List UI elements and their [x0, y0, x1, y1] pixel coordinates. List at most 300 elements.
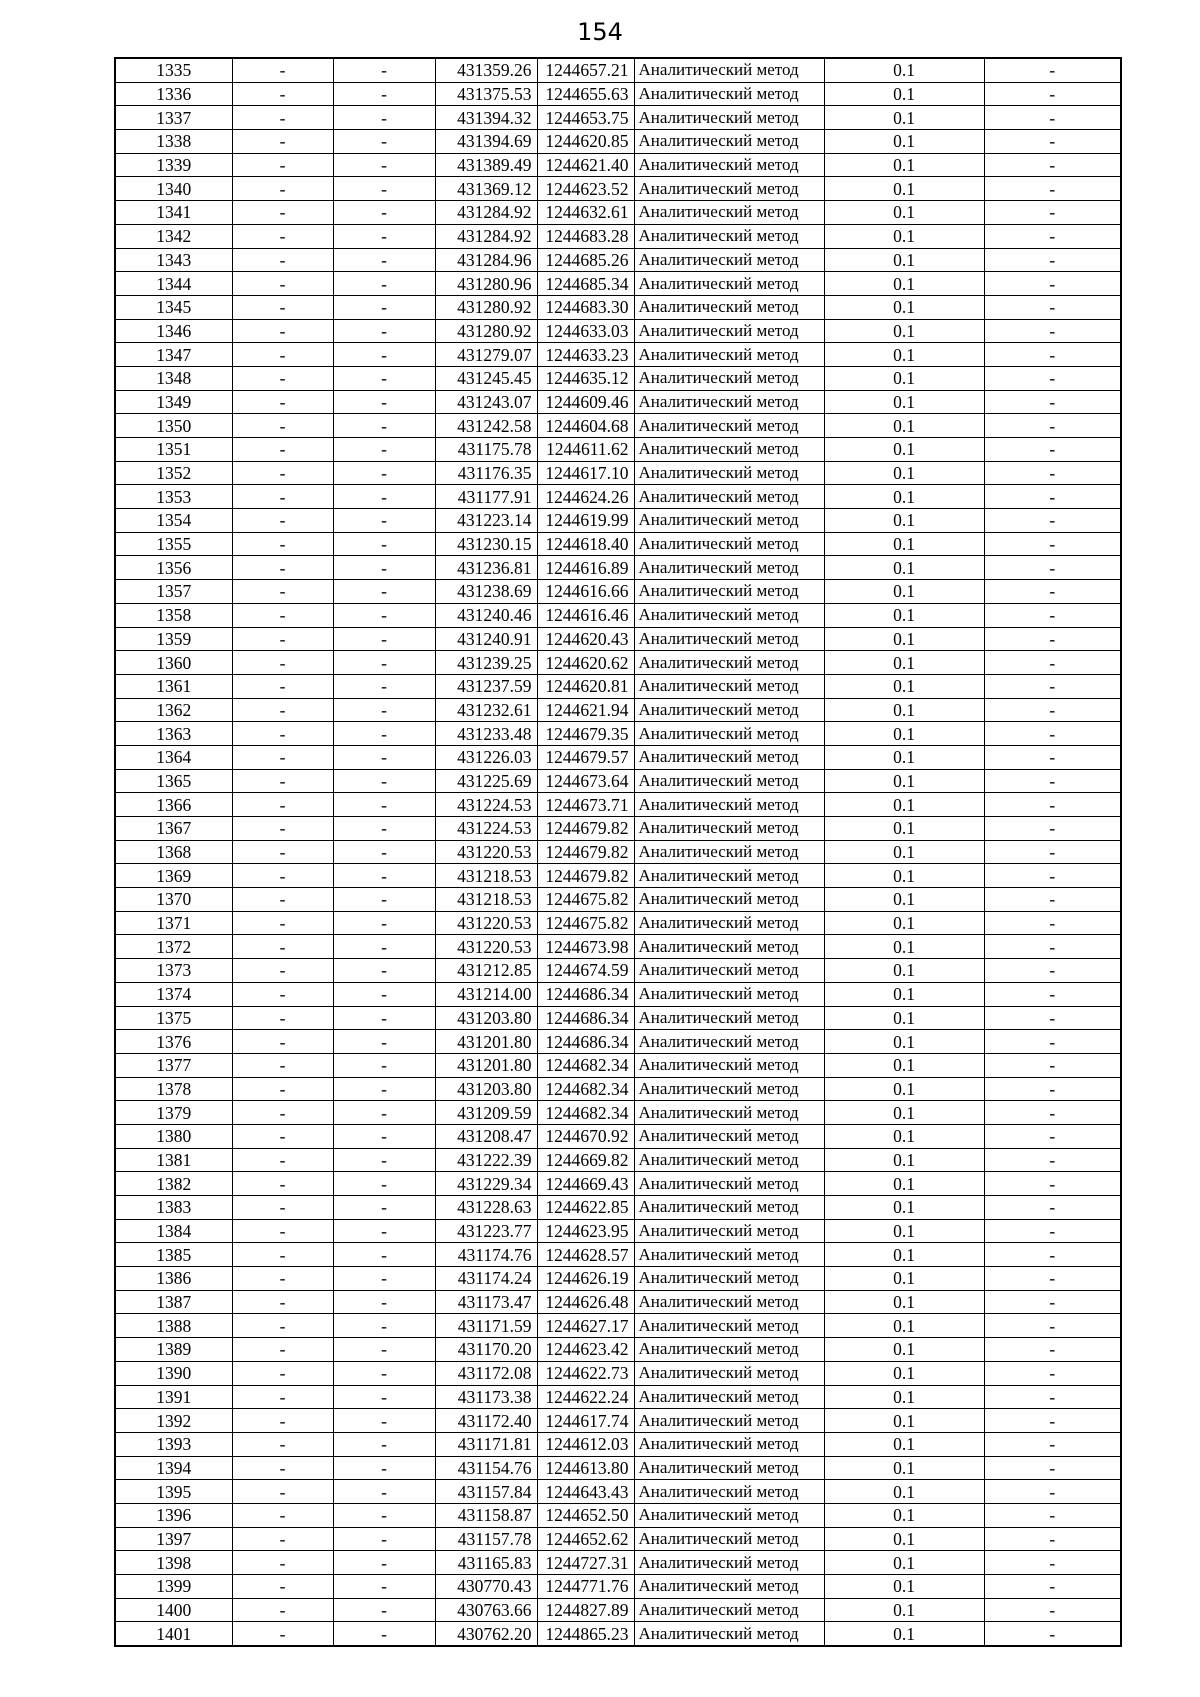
table-row [115, 1527, 1121, 1551]
point-number-cell: 1364 [115, 745, 232, 769]
table-row [115, 1196, 1121, 1220]
precision-cell: 0.1 [824, 1006, 984, 1030]
table-row [115, 248, 1121, 272]
x-coordinate-cell: 431157.78 [435, 1527, 537, 1551]
dash-cell: - [232, 177, 333, 201]
method-cell: Аналитический метод [634, 1148, 824, 1172]
dash-cell: - [333, 272, 435, 296]
dash-cell: - [984, 627, 1121, 651]
table-row [115, 1030, 1121, 1054]
precision-cell: 0.1 [824, 864, 984, 888]
point-number-cell: 1363 [115, 722, 232, 746]
y-coordinate-cell: 1244617.10 [537, 461, 634, 485]
x-coordinate-cell: 431157.84 [435, 1480, 537, 1504]
x-coordinate-cell: 431171.81 [435, 1432, 537, 1456]
table-row [115, 959, 1121, 983]
dash-cell: - [984, 461, 1121, 485]
method-cell: Аналитический метод [634, 1456, 824, 1480]
dash-cell: - [232, 769, 333, 793]
method-cell: Аналитический метод [634, 1196, 824, 1220]
table-row [115, 130, 1121, 154]
dash-cell: - [984, 343, 1121, 367]
dash-cell: - [984, 1432, 1121, 1456]
y-coordinate-cell: 1244626.19 [537, 1267, 634, 1291]
dash-cell: - [232, 82, 333, 106]
point-number-cell: 1348 [115, 366, 232, 390]
y-coordinate-cell: 1244626.48 [537, 1290, 634, 1314]
y-coordinate-cell: 1244686.34 [537, 982, 634, 1006]
method-cell: Аналитический метод [634, 1551, 824, 1575]
y-coordinate-cell: 1244679.82 [537, 840, 634, 864]
method-cell: Аналитический метод [634, 1503, 824, 1527]
dash-cell: - [232, 651, 333, 675]
method-cell: Аналитический метод [634, 1172, 824, 1196]
y-coordinate-cell: 1244609.46 [537, 390, 634, 414]
y-coordinate-cell: 1244612.03 [537, 1432, 634, 1456]
point-number-cell: 1370 [115, 888, 232, 912]
precision-cell: 0.1 [824, 603, 984, 627]
dash-cell: - [333, 366, 435, 390]
table-row [115, 438, 1121, 462]
table-row [115, 532, 1121, 556]
method-cell: Аналитический метод [634, 627, 824, 651]
point-number-cell: 1355 [115, 532, 232, 556]
table-row [115, 1456, 1121, 1480]
x-coordinate-cell: 431226.03 [435, 745, 537, 769]
point-number-cell: 1381 [115, 1148, 232, 1172]
table-row [115, 793, 1121, 817]
y-coordinate-cell: 1244669.82 [537, 1148, 634, 1172]
precision-cell: 0.1 [824, 319, 984, 343]
point-number-cell: 1375 [115, 1006, 232, 1030]
x-coordinate-cell: 431279.07 [435, 343, 537, 367]
method-cell: Аналитический метод [634, 935, 824, 959]
x-coordinate-cell: 431176.35 [435, 461, 537, 485]
table-row [115, 1551, 1121, 1575]
x-coordinate-cell: 431154.76 [435, 1456, 537, 1480]
dash-cell: - [333, 959, 435, 983]
dash-cell: - [984, 390, 1121, 414]
precision-cell: 0.1 [824, 414, 984, 438]
dash-cell: - [232, 1290, 333, 1314]
y-coordinate-cell: 1244682.34 [537, 1101, 634, 1125]
x-coordinate-cell: 431389.49 [435, 153, 537, 177]
dash-cell: - [984, 1527, 1121, 1551]
dash-cell: - [984, 1077, 1121, 1101]
y-coordinate-cell: 1244653.75 [537, 106, 634, 130]
dash-cell: - [232, 580, 333, 604]
dash-cell: - [333, 674, 435, 698]
x-coordinate-cell: 431174.24 [435, 1267, 537, 1291]
precision-cell: 0.1 [824, 888, 984, 912]
dash-cell: - [232, 319, 333, 343]
table-row [115, 1219, 1121, 1243]
point-number-cell: 1372 [115, 935, 232, 959]
x-coordinate-cell: 431238.69 [435, 580, 537, 604]
dash-cell: - [333, 177, 435, 201]
y-coordinate-cell: 1244683.30 [537, 295, 634, 319]
dash-cell: - [232, 1575, 333, 1599]
x-coordinate-cell: 431174.76 [435, 1243, 537, 1267]
y-coordinate-cell: 1244623.52 [537, 177, 634, 201]
precision-cell: 0.1 [824, 295, 984, 319]
precision-cell: 0.1 [824, 532, 984, 556]
precision-cell: 0.1 [824, 82, 984, 106]
method-cell: Аналитический метод [634, 1361, 824, 1385]
dash-cell: - [984, 888, 1121, 912]
precision-cell: 0.1 [824, 982, 984, 1006]
precision-cell: 0.1 [824, 1243, 984, 1267]
dash-cell: - [984, 1006, 1121, 1030]
method-cell: Аналитический метод [634, 1124, 824, 1148]
y-coordinate-cell: 1244675.82 [537, 888, 634, 912]
dash-cell: - [232, 224, 333, 248]
dash-cell: - [232, 532, 333, 556]
y-coordinate-cell: 1244622.24 [537, 1385, 634, 1409]
x-coordinate-cell: 431214.00 [435, 982, 537, 1006]
method-cell: Аналитический метод [634, 1243, 824, 1267]
dash-cell: - [984, 1196, 1121, 1220]
dash-cell: - [333, 343, 435, 367]
dash-cell: - [333, 295, 435, 319]
method-cell: Аналитический метод [634, 82, 824, 106]
dash-cell: - [232, 461, 333, 485]
table-row [115, 1338, 1121, 1362]
point-number-cell: 1347 [115, 343, 232, 367]
x-coordinate-cell: 430762.20 [435, 1622, 537, 1646]
x-coordinate-cell: 431170.20 [435, 1338, 537, 1362]
dash-cell: - [232, 201, 333, 225]
point-number-cell: 1373 [115, 959, 232, 983]
precision-cell: 0.1 [824, 911, 984, 935]
y-coordinate-cell: 1244620.85 [537, 130, 634, 154]
dash-cell: - [232, 1196, 333, 1220]
x-coordinate-cell: 431224.53 [435, 793, 537, 817]
x-coordinate-cell: 431359.26 [435, 58, 537, 82]
table-row [115, 1243, 1121, 1267]
dash-cell: - [984, 438, 1121, 462]
method-cell: Аналитический метод [634, 1622, 824, 1646]
y-coordinate-cell: 1244628.57 [537, 1243, 634, 1267]
dash-cell: - [232, 343, 333, 367]
precision-cell: 0.1 [824, 1503, 984, 1527]
dash-cell: - [232, 1101, 333, 1125]
y-coordinate-cell: 1244673.64 [537, 769, 634, 793]
dash-cell: - [333, 745, 435, 769]
x-coordinate-cell: 430770.43 [435, 1575, 537, 1599]
dash-cell: - [232, 1314, 333, 1338]
method-cell: Аналитический метод [634, 817, 824, 841]
dash-cell: - [232, 864, 333, 888]
y-coordinate-cell: 1244620.43 [537, 627, 634, 651]
x-coordinate-cell: 431172.08 [435, 1361, 537, 1385]
y-coordinate-cell: 1244633.03 [537, 319, 634, 343]
dash-cell: - [984, 1575, 1121, 1599]
method-cell: Аналитический метод [634, 485, 824, 509]
dash-cell: - [232, 959, 333, 983]
x-coordinate-cell: 431165.83 [435, 1551, 537, 1575]
table-row [115, 343, 1121, 367]
dash-cell: - [232, 1409, 333, 1433]
x-coordinate-cell: 431172.40 [435, 1409, 537, 1433]
table-row [115, 745, 1121, 769]
point-number-cell: 1346 [115, 319, 232, 343]
point-number-cell: 1385 [115, 1243, 232, 1267]
method-cell: Аналитический метод [634, 319, 824, 343]
table-row [115, 1077, 1121, 1101]
dash-cell: - [984, 1172, 1121, 1196]
dash-cell: - [984, 1290, 1121, 1314]
method-cell: Аналитический метод [634, 177, 824, 201]
x-coordinate-cell: 431201.80 [435, 1053, 537, 1077]
precision-cell: 0.1 [824, 106, 984, 130]
dash-cell: - [333, 651, 435, 675]
dash-cell: - [984, 319, 1121, 343]
method-cell: Аналитический метод [634, 698, 824, 722]
dash-cell: - [984, 1243, 1121, 1267]
table-row [115, 722, 1121, 746]
dash-cell: - [232, 295, 333, 319]
dash-cell: - [333, 1456, 435, 1480]
precision-cell: 0.1 [824, 177, 984, 201]
point-number-cell: 1340 [115, 177, 232, 201]
dash-cell: - [333, 1124, 435, 1148]
dash-cell: - [333, 580, 435, 604]
y-coordinate-cell: 1244627.17 [537, 1314, 634, 1338]
precision-cell: 0.1 [824, 674, 984, 698]
y-coordinate-cell: 1244670.92 [537, 1124, 634, 1148]
method-cell: Аналитический метод [634, 722, 824, 746]
table-row [115, 1267, 1121, 1291]
dash-cell: - [232, 1551, 333, 1575]
y-coordinate-cell: 1244616.66 [537, 580, 634, 604]
dash-cell: - [984, 864, 1121, 888]
x-coordinate-cell: 431280.92 [435, 295, 537, 319]
table-row [115, 1622, 1121, 1646]
method-cell: Аналитический метод [634, 1598, 824, 1622]
dash-cell: - [232, 1480, 333, 1504]
point-number-cell: 1391 [115, 1385, 232, 1409]
dash-cell: - [232, 272, 333, 296]
x-coordinate-cell: 431223.14 [435, 509, 537, 533]
table-row [115, 817, 1121, 841]
dash-cell: - [984, 1314, 1121, 1338]
x-coordinate-cell: 431218.53 [435, 888, 537, 912]
table-row [115, 390, 1121, 414]
method-cell: Аналитический метод [634, 1077, 824, 1101]
dash-cell: - [333, 106, 435, 130]
table-row [115, 177, 1121, 201]
table-row [115, 935, 1121, 959]
precision-cell: 0.1 [824, 390, 984, 414]
table-row [115, 153, 1121, 177]
method-cell: Аналитический метод [634, 982, 824, 1006]
y-coordinate-cell: 1244827.89 [537, 1598, 634, 1622]
method-cell: Аналитический метод [634, 1385, 824, 1409]
dash-cell: - [232, 438, 333, 462]
method-cell: Аналитический метод [634, 888, 824, 912]
precision-cell: 0.1 [824, 1196, 984, 1220]
precision-cell: 0.1 [824, 651, 984, 675]
dash-cell: - [232, 153, 333, 177]
dash-cell: - [333, 1006, 435, 1030]
precision-cell: 0.1 [824, 130, 984, 154]
dash-cell: - [232, 1338, 333, 1362]
precision-cell: 0.1 [824, 793, 984, 817]
method-cell: Аналитический метод [634, 1290, 824, 1314]
dash-cell: - [984, 982, 1121, 1006]
dash-cell: - [232, 1432, 333, 1456]
method-cell: Аналитический метод [634, 1409, 824, 1433]
precision-cell: 0.1 [824, 1290, 984, 1314]
dash-cell: - [984, 1409, 1121, 1433]
method-cell: Аналитический метод [634, 959, 824, 983]
y-coordinate-cell: 1244682.34 [537, 1077, 634, 1101]
y-coordinate-cell: 1244632.61 [537, 201, 634, 225]
dash-cell: - [984, 272, 1121, 296]
dash-cell: - [333, 1338, 435, 1362]
dash-cell: - [232, 698, 333, 722]
dash-cell: - [984, 1456, 1121, 1480]
table-row [115, 1053, 1121, 1077]
dash-cell: - [984, 1598, 1121, 1622]
dash-cell: - [232, 1053, 333, 1077]
method-cell: Аналитический метод [634, 1267, 824, 1291]
method-cell: Аналитический метод [634, 864, 824, 888]
dash-cell: - [232, 106, 333, 130]
precision-cell: 0.1 [824, 935, 984, 959]
dash-cell: - [984, 959, 1121, 983]
dash-cell: - [984, 201, 1121, 225]
dash-cell: - [984, 1148, 1121, 1172]
dash-cell: - [333, 1077, 435, 1101]
precision-cell: 0.1 [824, 1456, 984, 1480]
table-row [115, 485, 1121, 509]
precision-cell: 0.1 [824, 224, 984, 248]
table-row [115, 888, 1121, 912]
x-coordinate-cell: 431240.91 [435, 627, 537, 651]
dash-cell: - [232, 390, 333, 414]
table-row [115, 674, 1121, 698]
y-coordinate-cell: 1244613.80 [537, 1456, 634, 1480]
x-coordinate-cell: 431245.45 [435, 366, 537, 390]
precision-cell: 0.1 [824, 1267, 984, 1291]
method-cell: Аналитический метод [634, 390, 824, 414]
point-number-cell: 1399 [115, 1575, 232, 1599]
y-coordinate-cell: 1244682.34 [537, 1053, 634, 1077]
dash-cell: - [232, 888, 333, 912]
point-number-cell: 1362 [115, 698, 232, 722]
dash-cell: - [333, 793, 435, 817]
point-number-cell: 1389 [115, 1338, 232, 1362]
dash-cell: - [984, 651, 1121, 675]
dash-cell: - [232, 1622, 333, 1646]
precision-cell: 0.1 [824, 1053, 984, 1077]
x-coordinate-cell: 431222.39 [435, 1148, 537, 1172]
point-number-cell: 1384 [115, 1219, 232, 1243]
precision-cell: 0.1 [824, 485, 984, 509]
table-row [115, 1480, 1121, 1504]
precision-cell: 0.1 [824, 840, 984, 864]
dash-cell: - [232, 627, 333, 651]
dash-cell: - [232, 1243, 333, 1267]
table-row [115, 319, 1121, 343]
precision-cell: 0.1 [824, 1527, 984, 1551]
y-coordinate-cell: 1244633.23 [537, 343, 634, 367]
y-coordinate-cell: 1244622.85 [537, 1196, 634, 1220]
dash-cell: - [333, 769, 435, 793]
method-cell: Аналитический метод [634, 745, 824, 769]
dash-cell: - [232, 1030, 333, 1054]
dash-cell: - [333, 224, 435, 248]
table-row [115, 58, 1121, 82]
method-cell: Аналитический метод [634, 1219, 824, 1243]
y-coordinate-cell: 1244657.21 [537, 58, 634, 82]
x-coordinate-cell: 431229.34 [435, 1172, 537, 1196]
dash-cell: - [232, 1267, 333, 1291]
dash-cell: - [333, 201, 435, 225]
dash-cell: - [333, 1409, 435, 1433]
dash-cell: - [984, 1385, 1121, 1409]
precision-cell: 0.1 [824, 366, 984, 390]
point-number-cell: 1351 [115, 438, 232, 462]
point-number-cell: 1400 [115, 1598, 232, 1622]
dash-cell: - [232, 509, 333, 533]
x-coordinate-cell: 430763.66 [435, 1598, 537, 1622]
dash-cell: - [984, 745, 1121, 769]
precision-cell: 0.1 [824, 1622, 984, 1646]
table-row [115, 698, 1121, 722]
dash-cell: - [232, 793, 333, 817]
dash-cell: - [333, 888, 435, 912]
dash-cell: - [984, 1503, 1121, 1527]
x-coordinate-cell: 431239.25 [435, 651, 537, 675]
y-coordinate-cell: 1244621.94 [537, 698, 634, 722]
x-coordinate-cell: 431158.87 [435, 1503, 537, 1527]
dash-cell: - [232, 817, 333, 841]
method-cell: Аналитический метод [634, 1030, 824, 1054]
dash-cell: - [984, 1338, 1121, 1362]
table-row [115, 1361, 1121, 1385]
y-coordinate-cell: 1244616.89 [537, 556, 634, 580]
point-number-cell: 1397 [115, 1527, 232, 1551]
method-cell: Аналитический метод [634, 130, 824, 154]
dash-cell: - [984, 1267, 1121, 1291]
precision-cell: 0.1 [824, 1385, 984, 1409]
method-cell: Аналитический метод [634, 1432, 824, 1456]
table-row [115, 864, 1121, 888]
dash-cell: - [984, 1124, 1121, 1148]
dash-cell: - [984, 1101, 1121, 1125]
dash-cell: - [333, 1480, 435, 1504]
y-coordinate-cell: 1244618.40 [537, 532, 634, 556]
method-cell: Аналитический метод [634, 769, 824, 793]
x-coordinate-cell: 431220.53 [435, 840, 537, 864]
table-row [115, 1006, 1121, 1030]
y-coordinate-cell: 1244623.95 [537, 1219, 634, 1243]
method-cell: Аналитический метод [634, 461, 824, 485]
point-number-cell: 1390 [115, 1361, 232, 1385]
dash-cell: - [333, 1101, 435, 1125]
point-number-cell: 1387 [115, 1290, 232, 1314]
table-row [115, 201, 1121, 225]
method-cell: Аналитический метод [634, 201, 824, 225]
method-cell: Аналитический метод [634, 224, 824, 248]
precision-cell: 0.1 [824, 1172, 984, 1196]
point-number-cell: 1336 [115, 82, 232, 106]
precision-cell: 0.1 [824, 153, 984, 177]
method-cell: Аналитический метод [634, 1527, 824, 1551]
